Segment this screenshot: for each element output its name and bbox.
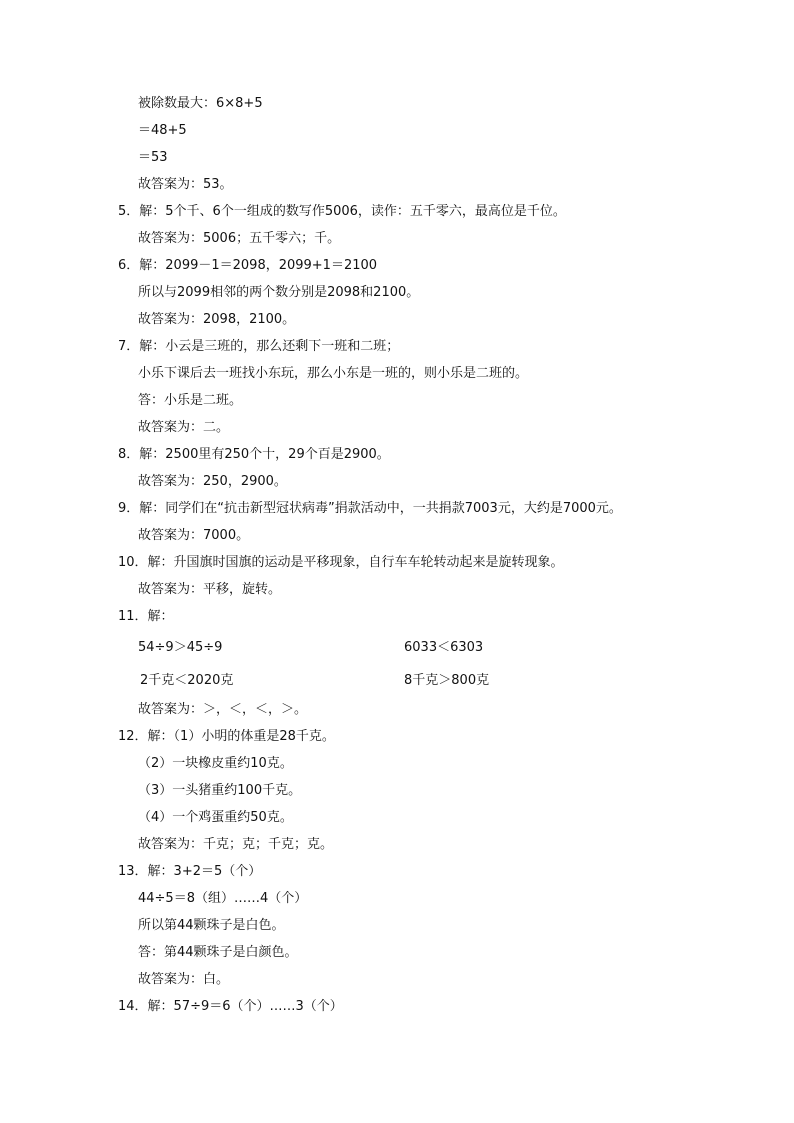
comparison-cell: 2千克＜2020克 [140, 673, 234, 688]
text-line: 故答案为：5006；五千零六；千。 [138, 231, 341, 246]
answer-10-heading: 10．解：升国旗时国旗的运动是平移现象，自行车车轮转动起来是旋转现象。 [118, 555, 564, 570]
text-line: 故答案为：白。 [138, 972, 230, 987]
comparison-cell: 54÷9＞45÷9 [138, 640, 223, 655]
text-line: 答：小乐是二班。 [138, 393, 243, 408]
text-line: 故答案为：250，2900。 [138, 474, 287, 489]
answer-5-heading: 5．解：5个千、6个一组成的数写作5006，读作：五千零六，最高位是千位。 [118, 204, 566, 219]
text-line: 故答案为：千克；克；千克；克。 [138, 837, 334, 852]
text-line: 44÷5＝8（组）……4（个） [138, 891, 308, 906]
text-line: 故答案为：平移，旋转。 [138, 582, 282, 597]
text-line: 故答案为：＞，＜，＜，＞。 [138, 702, 308, 717]
text-line: 小乐下课后去一班找小东玩，那么小东是一班的，则小乐是二班的。 [138, 366, 529, 381]
text-line: （4）一个鸡蛋重约50克。 [138, 810, 293, 825]
text-line: 所以与2099相邻的两个数分别是2098和2100。 [138, 285, 420, 300]
answer-13-heading: 13．解：3+2＝5（个） [118, 864, 262, 879]
answer-7-heading: 7．解：小云是三班的，那么还剩下一班和二班； [118, 339, 400, 354]
text-line: 故答案为：二。 [138, 420, 230, 435]
text-line: 故答案为：7000。 [138, 528, 250, 543]
answer-9-heading: 9．解：同学们在“抗击新型冠状病毒”捐款活动中，一共捐款7003元，大约是7000元。 [118, 501, 622, 516]
text-line: （2）一块橡皮重约10克。 [138, 756, 293, 771]
answer-11-heading: 11．解： [118, 609, 174, 624]
comparison-cell: 8千克＞800克 [404, 673, 490, 688]
text-line: 故答案为：53。 [138, 177, 233, 192]
text-line: 故答案为：2098，2100。 [138, 312, 296, 327]
answer-6-heading: 6．解：2099－1＝2098，2099+1＝2100 [118, 258, 378, 273]
answer-14-heading: 14．解：57÷9＝6（个）……3（个） [118, 999, 343, 1014]
comparison-cell: 6033＜6303 [404, 640, 484, 655]
text-line: 所以第44颗珠子是白色。 [138, 918, 285, 933]
text-line: （3）一头猪重约100千克。 [138, 783, 302, 798]
text-line: ＝48+5 [138, 123, 187, 138]
text-line: 答：第44颗珠子是白颜色。 [138, 945, 298, 960]
text-line: 被除数最大：6×8+5 [138, 96, 263, 111]
answer-12-heading: 12．解：（1）小明的体重是28千克。 [118, 729, 335, 744]
answer-8-heading: 8．解：2500里有250个十，29个百是2900。 [118, 447, 390, 462]
text-line: ＝53 [138, 150, 168, 165]
